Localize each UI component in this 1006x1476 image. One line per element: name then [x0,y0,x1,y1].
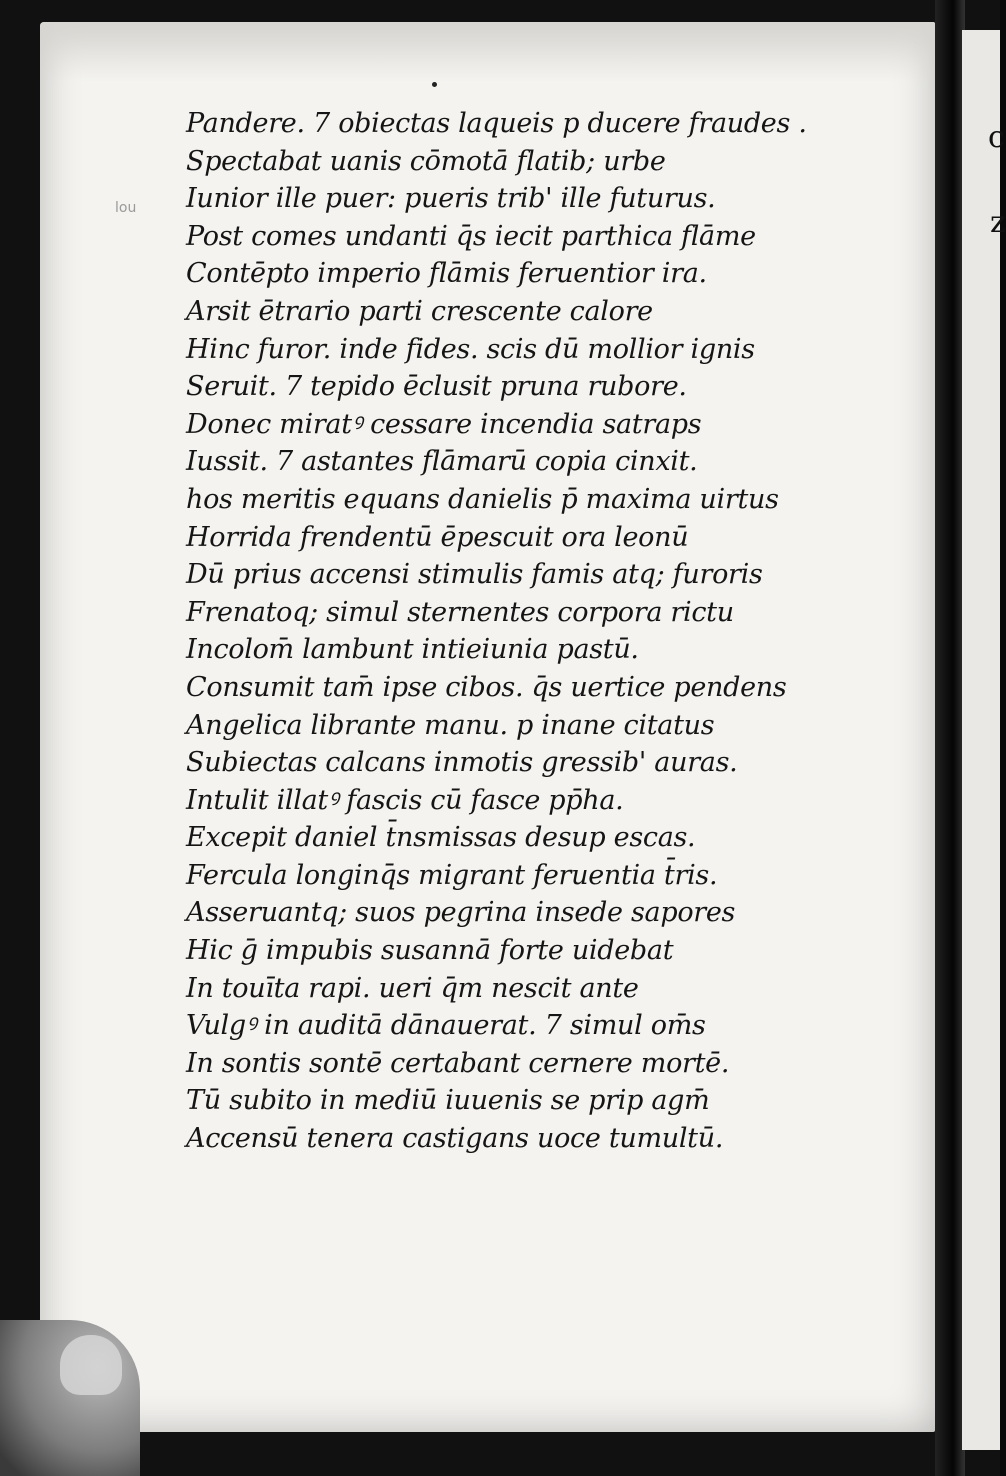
verse-line: In sontis sontē certabant cernere mortē. [186,1047,730,1079]
verse-line: In touīta rapi. ueri q̄m nescit ante [186,972,639,1004]
verse-line: Hic ḡ impubis susannā forte uidebat [186,935,674,967]
verse-line: Consumit tam̄ ipse cibos. q̄s uertice pendens [186,671,787,703]
verse-line: Intulit illatꝰ fascis cū fasce pp̄ha. [186,784,624,816]
verse-line: Excepit daniel t̄nsmissas desup escas. [186,822,696,854]
verse-line: Accensū tenera castigans uoce tumultū. [186,1123,724,1155]
verse-line: Vulgꝰ in auditā dānauerat. 7 simul om̄s [186,1010,706,1042]
verse-line: Asseruantq; suos pegrina insede sapores [186,897,736,929]
verse-line: Spectabat uanis cōmotā flatib; urbe [186,145,666,177]
verse-line: Iunior ille puer: pueris trib' ille futurus. [186,183,716,215]
verse-line: Hinc furor. inde fides. scis dū mollior ignis [186,333,755,365]
margin-note: lou [115,200,137,216]
verse-line: Angelica librante manu. p inane citatus [186,709,715,741]
thumbnail-nail [60,1335,122,1395]
verse-line: Iussit. 7 astantes flāmarū copia cinxit. [186,446,698,478]
page-dot [432,82,437,87]
verse-text-block [186,105,826,1158]
verse-line: Dū prius accensi stimulis famis atq; furoris [186,559,763,591]
verse-line: Contēpto imperio flāmis feruentior ira. [186,258,707,290]
facing-page-edge [962,30,1000,1450]
verse-line: Frenatoq; simul sternentes corpora rictu [186,596,734,628]
facing-page-fragment: c [988,120,1005,155]
verse-line: Incolom̄ lambunt intieiunia pastū. [186,634,639,666]
verse-line: Donec miratꝰ cessare incendia satraps [186,408,702,440]
book-gutter [935,0,965,1476]
verse-line: hos meritis equans danielis p̄ maxima uirtus [186,483,779,515]
verse-line: Tū subito in mediū iuuenis se prip agm̄ [186,1085,710,1117]
verse-line: Arsit ētrario parti crescente calore [186,295,653,327]
verse-line: Subiectas calcans inmotis gressib' auras. [186,747,738,779]
verse-line: Horrida frendentū ēpescuit ora leonū [186,521,689,553]
verse-line: Seruit. 7 tepido ēclusit pruna rubore. [186,371,687,403]
page-edge-shadow [40,22,935,82]
verse-line: Pandere. 7 obiectas laqueis p ducere fraudes . [186,108,807,139]
verse-line: Fercula longinq̄s migrant feruentia t̄ris. [186,859,718,891]
facing-page-fragment: z [990,205,1006,240]
verse-line: Post comes undanti q̄s iecit parthica flāme [186,220,756,252]
